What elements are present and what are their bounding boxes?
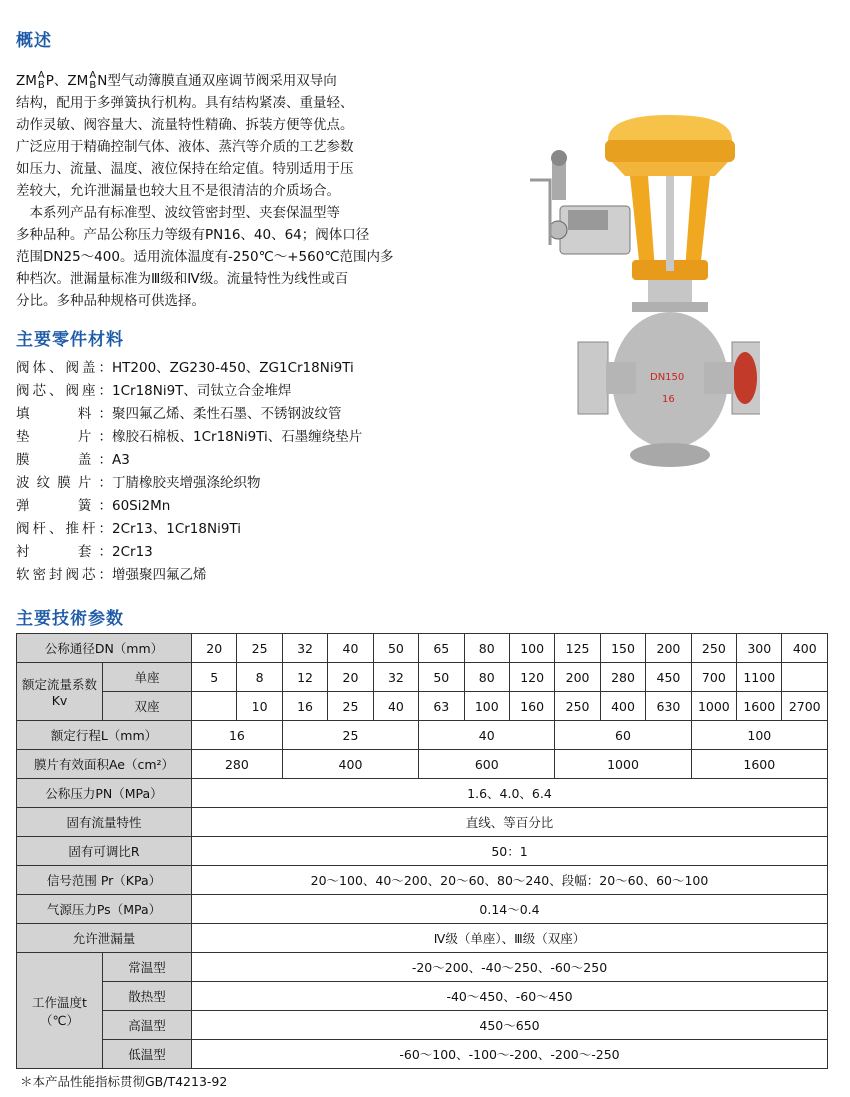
material-row: [16, 403, 516, 426]
table-cell: 700: [691, 663, 736, 692]
table-cell: 280: [192, 750, 283, 779]
table-cell: 50：1: [192, 837, 828, 866]
table-row: [17, 779, 828, 808]
table-row: [17, 837, 828, 866]
table-cell: 直线、等百分比: [192, 808, 828, 837]
model-text: N: [97, 73, 108, 89]
row-header: 信号范围 Pr（KPa）: [17, 866, 192, 895]
table-cell: 400: [600, 692, 645, 721]
table-row: [17, 750, 828, 779]
table-cell: 100: [509, 634, 554, 663]
material-label: 波纹膜片：: [16, 475, 112, 491]
row-header: 固有可调比R: [17, 837, 192, 866]
footnote: ＊本产品性能指标贯彻GB/T4213-92: [20, 1074, 228, 1089]
row-header: 允许泄漏量: [17, 924, 192, 953]
sub-header: 高温型: [103, 1011, 192, 1040]
overview-line: 种档次。泄漏量标准为Ⅲ级和Ⅳ级。流量特性为线性或百: [16, 271, 349, 287]
table-cell: 160: [509, 692, 554, 721]
model-text: ZM: [16, 73, 37, 89]
overview-line: 范围DN25～400。适用流体温度有-250℃～+560℃范围内多: [16, 249, 394, 265]
material-label: 软密封阀芯：: [16, 567, 112, 583]
material-label: 弹 簧：: [16, 498, 112, 514]
sub-header: 双座: [103, 692, 192, 721]
material-value: HT200、ZG230-450、ZG1Cr18Ni9Ti: [112, 360, 354, 376]
table-cell: 40: [328, 634, 373, 663]
table-cell: -20～200、-40～250、-60～250: [192, 953, 828, 982]
row-header: 额定行程L（mm）: [17, 721, 192, 750]
table-cell: 280: [600, 663, 645, 692]
table-cell: 2700: [782, 692, 828, 721]
table-row: [17, 982, 828, 1011]
material-value: 聚四氟乙烯、柔性石墨、不锈钢波纹管: [112, 406, 342, 422]
overview-line: 如压力、流量、温度、液位保持在给定值。特别适用于压: [16, 161, 354, 177]
table-cell: 5: [192, 663, 237, 692]
material-row: [16, 564, 516, 587]
table-cell: [782, 663, 828, 692]
overview-line: 差较大，允许泄漏量也较大且不是很清洁的介质场合。: [16, 183, 340, 199]
overview-title: 概述: [16, 31, 52, 51]
table-row: [17, 1011, 828, 1040]
overview-line: 分比。多种品种规格可供选择。: [16, 293, 205, 309]
table-cell: 25: [237, 634, 282, 663]
table-cell: 125: [555, 634, 600, 663]
model-stack: A B: [37, 70, 45, 91]
table-cell: 65: [419, 634, 464, 663]
row-header: 公称压力PN（MPa）: [17, 779, 192, 808]
table-cell: 250: [555, 692, 600, 721]
material-label: 填 料：: [16, 406, 112, 422]
row-header: 公称通径DN（mm）: [17, 634, 192, 663]
spec-table: [16, 633, 828, 1069]
table-cell: Ⅳ级（单座）、Ⅲ级（双座）: [192, 924, 828, 953]
table-cell: 250: [691, 634, 736, 663]
material-label: 阀体、阀盖：: [16, 360, 112, 376]
table-row: [17, 663, 828, 692]
sub-header: 常温型: [103, 953, 192, 982]
row-header: 膜片有效面积Ae（cm²）: [17, 750, 192, 779]
overview-line: 多种品种。产品公称压力等级有PN16、40、64；阀体口径: [16, 227, 370, 243]
table-cell: 150: [600, 634, 645, 663]
overview-line: 结构，配用于多弹簧执行机构。具有结构紧凑、重量轻、: [16, 95, 354, 111]
material-label: 阀芯、阀座：: [16, 383, 112, 399]
table-cell: 25: [282, 721, 418, 750]
overview-line: 动作灵敏、阀容量大、流量特性精确、拆装方便等优点。: [16, 117, 354, 133]
table-cell: 8: [237, 663, 282, 692]
row-header: 工作温度t（℃）: [17, 953, 103, 1069]
table-row: [17, 692, 828, 721]
material-value: 增强聚四氟乙烯: [112, 567, 207, 583]
material-value: 2Cr13、1Cr18Ni9Ti: [112, 521, 242, 537]
table-cell: 200: [555, 663, 600, 692]
row-header: 额定流量系数Kv: [17, 663, 103, 721]
table-row: [17, 1040, 828, 1069]
material-label: 垫 片：: [16, 429, 112, 445]
overview-line-text: 型气动簿膜直通双座调节阀采用双导向: [107, 73, 337, 89]
table-row: [17, 895, 828, 924]
material-row: [16, 449, 516, 472]
table-cell: 80: [464, 663, 509, 692]
sub-header: 低温型: [103, 1040, 192, 1069]
table-cell: 63: [419, 692, 464, 721]
table-cell: 50: [373, 634, 418, 663]
model-stack: A B: [89, 70, 97, 91]
control-valve-image: [520, 110, 760, 480]
table-cell: 450: [646, 663, 691, 692]
table-cell: 1600: [737, 692, 782, 721]
table-cell: 40: [373, 692, 418, 721]
table-cell: [192, 692, 237, 721]
table-cell: 100: [691, 721, 827, 750]
svg-text:DN150: DN150: [650, 372, 685, 383]
material-label: 衬 套：: [16, 544, 112, 560]
table-row: [17, 721, 828, 750]
table-row: [17, 866, 828, 895]
table-cell: -40～450、-60～450: [192, 982, 828, 1011]
table-cell: 40: [419, 721, 555, 750]
svg-text:16: 16: [662, 394, 675, 405]
material-value: 橡胶石棉板、1Cr18Ni9Ti、石墨缠绕垫片: [112, 429, 363, 445]
table-cell: 300: [737, 634, 782, 663]
table-cell: 400: [282, 750, 418, 779]
table-cell: 32: [373, 663, 418, 692]
table-cell: 20: [328, 663, 373, 692]
row-header: 固有流量特性: [17, 808, 192, 837]
table-cell: 20～100、40～200、20～60、80～240、段幅：20～60、60～100: [192, 866, 828, 895]
material-row: [16, 426, 516, 449]
material-row: [16, 357, 516, 380]
table-cell: 60: [555, 721, 691, 750]
table-row: [17, 924, 828, 953]
table-cell: 80: [464, 634, 509, 663]
table-cell: 50: [419, 663, 464, 692]
overview-line-1: [16, 70, 436, 92]
table-cell: -60～100、-100～-200、-200～-250: [192, 1040, 828, 1069]
table-cell: 12: [282, 663, 327, 692]
sub-header: 单座: [103, 663, 192, 692]
table-cell: 1000: [555, 750, 691, 779]
row-header: 气源压力Ps（MPa）: [17, 895, 192, 924]
table-cell: 1000: [691, 692, 736, 721]
table-cell: 1.6、4.0、6.4: [192, 779, 828, 808]
material-row: [16, 495, 516, 518]
material-value: 1Cr18Ni9T、司钛立合金堆焊: [112, 383, 292, 399]
table-cell: 16: [192, 721, 283, 750]
material-row: [16, 541, 516, 564]
material-value: 60Si2Mn: [112, 498, 171, 514]
table-cell: 100: [464, 692, 509, 721]
table-cell: 25: [328, 692, 373, 721]
material-value: 丁腈橡胶夹增强涤纶织物: [112, 475, 261, 491]
table-cell: 1100: [737, 663, 782, 692]
table-cell: 450～650: [192, 1011, 828, 1040]
overview-line: 广泛应用于精确控制气体、液体、蒸汽等介质的工艺参数: [16, 139, 354, 155]
table-cell: 400: [782, 634, 828, 663]
materials-list: [16, 357, 516, 587]
table-cell: 32: [282, 634, 327, 663]
sub-header: 散热型: [103, 982, 192, 1011]
table-cell: 0.14～0.4: [192, 895, 828, 924]
table-cell: 600: [419, 750, 555, 779]
table-cell: 16: [282, 692, 327, 721]
table-cell: 630: [646, 692, 691, 721]
table-row: [17, 953, 828, 982]
table-cell: 1600: [691, 750, 827, 779]
params-title: 主要技術参数: [16, 609, 124, 629]
materials-title: 主要零件材料: [16, 330, 124, 350]
model-text: P、ZM: [45, 73, 89, 89]
material-row: [16, 518, 516, 541]
table-cell: 20: [192, 634, 237, 663]
material-row: [16, 472, 516, 495]
overview-text: [16, 70, 436, 312]
material-label: 膜 盖：: [16, 452, 112, 468]
overview-line: 本系列产品有标准型、波纹管密封型、夹套保温型等: [16, 205, 340, 221]
material-value: 2Cr13: [112, 544, 153, 560]
table-cell: 120: [509, 663, 554, 692]
material-row: [16, 380, 516, 403]
table-cell: 10: [237, 692, 282, 721]
table-cell: 200: [646, 634, 691, 663]
material-value: A3: [112, 452, 130, 468]
table-row: [17, 808, 828, 837]
material-label: 阀杆、推杆：: [16, 521, 112, 537]
table-row: [17, 634, 828, 663]
